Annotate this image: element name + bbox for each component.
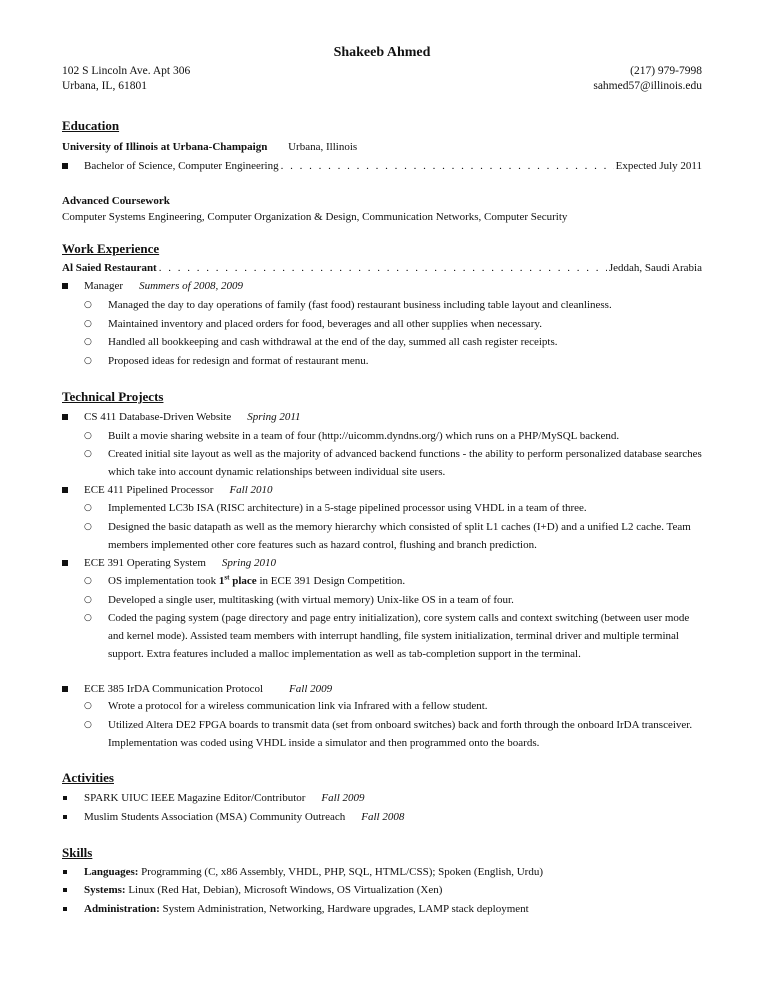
employer-location: Jeddah, Saudi Arabia: [608, 262, 702, 274]
education-heading: Education: [62, 118, 120, 133]
degree-expected: Expected July 2011: [615, 160, 702, 172]
employer-line: [62, 259, 702, 277]
circle-bullet-icon: ○: [84, 720, 92, 730]
coursework: Computer Systems Engineering, Computer Organization & Design, Communication Networks, Computer Security: [62, 211, 568, 223]
project-title: ECE 385 IrDA Communication Protocol: [84, 683, 264, 695]
square-bullet-icon: [62, 414, 68, 420]
email: sahmed57@illinois.edu: [593, 80, 702, 92]
square-bullet-icon: [62, 487, 68, 493]
circle-bullet-icon: ○: [84, 576, 92, 586]
school-line: [62, 138, 702, 156]
square-bullet-icon: [63, 907, 67, 911]
skills-heading: Skills: [62, 845, 93, 860]
degree: Bachelor of Science, Computer Engineering: [84, 160, 279, 172]
project-title: ECE 391 Operating System: [84, 557, 206, 569]
circle-bullet-icon: ○: [84, 356, 92, 366]
resume-name: Shakeeb Ahmed: [333, 45, 431, 60]
circle-bullet-icon: ○: [84, 300, 92, 310]
dot-leader: [159, 259, 607, 277]
role-dates: Summers of 2008, 2009: [139, 280, 243, 292]
square-bullet-icon: [63, 815, 67, 819]
project-term: Spring 2011: [247, 411, 301, 423]
address-line-1: 102 S Lincoln Ave. Apt 306: [62, 65, 191, 77]
circle-bullet-icon: ○: [84, 337, 92, 347]
role: Manager: [84, 280, 124, 292]
circle-bullet-icon: ○: [84, 319, 92, 329]
square-bullet-icon: [62, 686, 68, 692]
circle-bullet-icon: ○: [84, 503, 92, 513]
circle-bullet-icon: ○: [84, 522, 92, 532]
square-bullet-icon: [63, 796, 67, 800]
coursework-heading: Advanced Coursework: [62, 195, 170, 207]
circle-bullet-icon: ○: [84, 449, 92, 459]
circle-bullet-icon: ○: [84, 595, 92, 605]
employer-name: Al Saied Restaurant: [62, 262, 157, 274]
square-bullet-icon: [63, 888, 67, 892]
dot-leader: [281, 157, 614, 175]
work-heading: Work Experience: [62, 241, 160, 256]
circle-bullet-icon: ○: [84, 431, 92, 441]
square-bullet-icon: [62, 560, 68, 566]
address-line-2: Urbana, IL, 61801: [62, 80, 147, 92]
projects-heading: Technical Projects: [62, 389, 164, 404]
project-term: Fall 2010: [229, 484, 273, 496]
activities-heading: Activities: [62, 770, 114, 785]
circle-bullet-icon: ○: [84, 613, 92, 623]
square-bullet-icon: [62, 283, 68, 289]
circle-bullet-icon: ○: [84, 701, 92, 711]
phone: (217) 979-7998: [630, 65, 702, 77]
project-title: CS 411 Database-Driven Website: [84, 411, 232, 423]
square-bullet-icon: [62, 163, 68, 169]
school-location: Urbana, Illinois: [288, 141, 358, 153]
square-bullet-icon: [63, 870, 67, 874]
project-term: Fall 2009: [289, 683, 333, 695]
project-title: ECE 411 Pipelined Processor: [84, 484, 214, 496]
school-name: University of Illinois at Urbana-Champaign: [62, 141, 268, 153]
project-term: Spring 2010: [221, 557, 276, 569]
